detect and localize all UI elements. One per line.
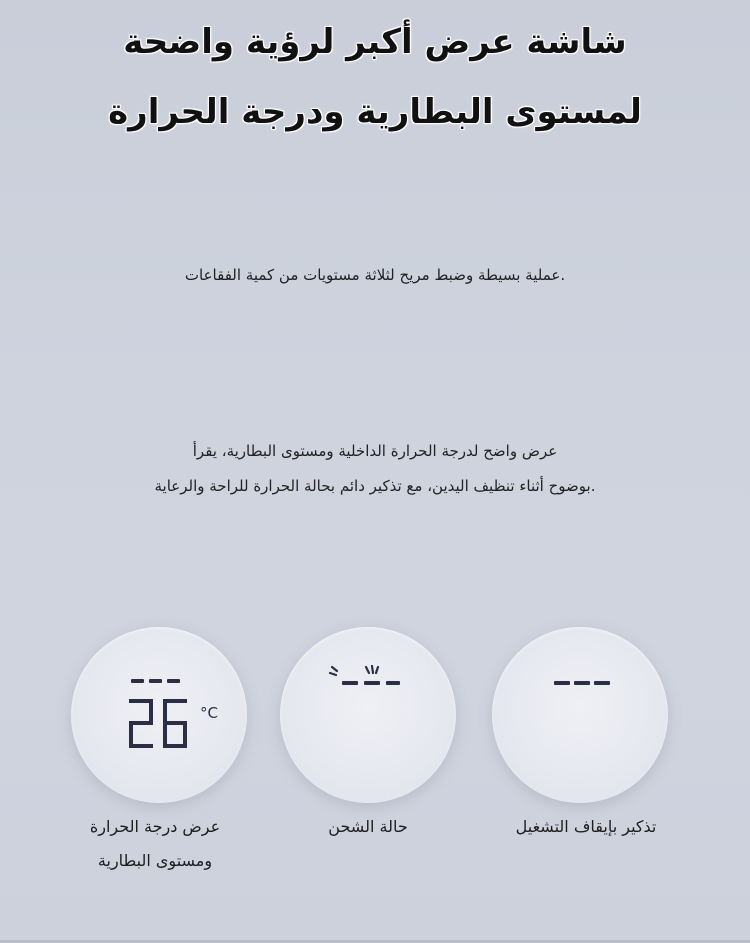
charging-display-circle: [280, 627, 456, 803]
headline-line-1: شاشة عرض أكبر لرؤية واضحة: [123, 22, 627, 62]
stop-reminder-display-circle: [492, 627, 668, 803]
digit-two-segments: [129, 699, 153, 748]
charging-display-caption: [268, 810, 468, 844]
charging-caption-line-1: حالة الشحن: [328, 817, 408, 836]
celsius-unit: °C: [200, 704, 218, 722]
display-description-line-1: عرض واضح لدرجة الحرارة الداخلية ومستوى البطارية، يقرأ: [192, 442, 558, 460]
temperature-caption-line-2: ومستوى البطارية: [97, 851, 213, 870]
temperature-display-circle: [71, 627, 247, 803]
headline-line-2: لمستوى البطارية ودرجة الحرارة: [108, 92, 642, 132]
stop-reminder-display-icon: [492, 627, 668, 803]
stop-reminder-caption-line-1: تذكير بإيقاف التشغيل: [515, 817, 657, 836]
digit-six-segments: [163, 699, 187, 748]
temperature-caption-line-1: عرض درجة الحرارة: [89, 817, 221, 836]
display-description-line-2: .بوضوح أثناء تنظيف اليدين، مع تذكير دائم بحالة الحرارة للراحة والرعاية: [154, 477, 596, 495]
stop-reminder-display-caption: [486, 810, 686, 844]
charging-display-icon: [280, 627, 456, 803]
temperature-display-caption: [55, 810, 255, 878]
operation-description: .عملية بسيطة وضبط مريح لثلاثة مستويات من كمية الفقاعات: [184, 266, 566, 284]
temperature-display-icon: [71, 627, 247, 803]
